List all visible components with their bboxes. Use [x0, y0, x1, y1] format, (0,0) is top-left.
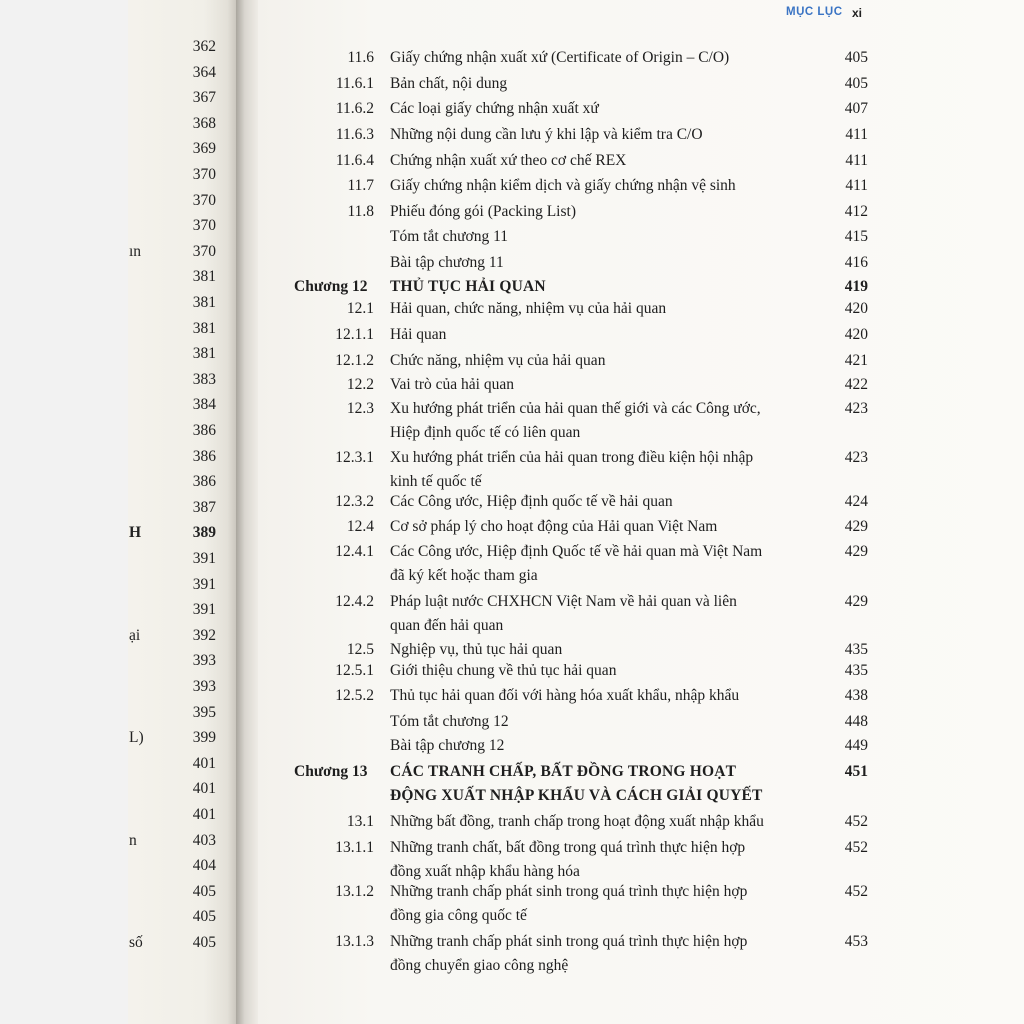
toc-entry-page: 448 [844, 713, 868, 730]
left-page-number: 370 [192, 217, 216, 235]
toc-entry-title-line: Hải quan, chức năng, nhiệm vụ của hải quan [390, 300, 667, 317]
toc-entry-page: 435 [844, 641, 868, 658]
toc-entry-number: 12.5.2 [335, 687, 374, 704]
toc-entry-title-line: Các Công ước, Hiệp định Quốc tế về hải quan mà Việt Nam [390, 543, 763, 560]
left-page-number: 381 [192, 268, 216, 286]
toc-entry-title [390, 72, 507, 96]
toc-entry-title-line: Bản chất, nội dung [390, 75, 508, 92]
toc-entry-title [390, 297, 666, 321]
toc-entry-title [390, 446, 753, 494]
toc-entry-page: 429 [844, 543, 868, 560]
toc-entry-page: 429 [844, 518, 868, 535]
toc-entry-number: 13.1.2 [335, 883, 374, 900]
left-page-number: 391 [192, 601, 216, 619]
toc-entry-number: 12.1.1 [335, 326, 374, 343]
left-page-number: 399 [192, 729, 216, 747]
toc-entry-page: 420 [844, 300, 868, 317]
left-page-number: 384 [192, 396, 216, 414]
toc-entry-title-line: Giấy chứng nhận xuất xứ (Certificate of Origin – C/O) [390, 49, 730, 66]
left-page-text-fragment: n [129, 831, 137, 849]
toc-entry-number: 12.1 [346, 300, 374, 317]
left-page-number: 401 [192, 754, 216, 772]
toc-entry-number: 13.1 [346, 813, 374, 830]
toc-entry-number: 12.3.1 [335, 449, 374, 466]
toc-entry-title [390, 275, 546, 299]
left-page-number: 369 [192, 140, 216, 158]
toc-entry-title [390, 174, 736, 198]
toc-entry-title [390, 490, 673, 514]
toc-entry-number: 11.6.4 [335, 152, 374, 169]
toc-entry-title-line: quan đến hải quan [390, 617, 504, 634]
toc-entry-title-line: Thủ tục hải quan đối với hàng hóa xuất khẩu, nhập khẩu [390, 687, 740, 704]
toc-entry-title [390, 46, 729, 70]
toc-entry-title-line: ĐỘNG XUẤT NHẬP KHẨU VÀ CÁCH GIẢI QUYẾT [390, 787, 763, 804]
toc-entry-title-line: đồng xuất nhập khẩu hàng hóa [390, 863, 580, 880]
toc-entry-page: 452 [844, 883, 868, 900]
toc-entry-title [390, 323, 446, 347]
left-page-number: 381 [192, 294, 216, 311]
toc-entry-title-line: Tóm tắt chương 12 [390, 713, 509, 730]
toc-entry-page: 411 [845, 126, 868, 143]
left-page-number: 383 [192, 370, 216, 388]
toc-entry-title [390, 590, 737, 638]
toc-entry-title-line: Cơ sở pháp lý cho hoạt động của Hải quan Việt Nam [390, 518, 718, 535]
toc-entry-title-line: Những tranh chất, bất đồng trong quá trình thực hiện hợp [390, 839, 746, 856]
toc-entry-page: 420 [844, 326, 868, 343]
toc-entry-title-line: Phiếu đóng gói (Packing List) [390, 203, 576, 220]
running-header-page-number: xi [852, 6, 863, 20]
toc-entry-number: 12.2 [346, 376, 374, 393]
toc-entry-title-line: kinh tế quốc tế [390, 473, 482, 490]
toc-entry-title-line: Pháp luật nước CHXHCN Việt Nam về hải quan và liên [390, 593, 737, 610]
left-page-number: 389 [192, 524, 216, 542]
toc-entry-title-line: Giấy chứng nhận kiểm dịch và giấy chứng nhận vệ sinh [390, 177, 736, 194]
toc-entry-page: 452 [844, 813, 868, 830]
left-page-number: 381 [192, 345, 216, 363]
toc-entry-number: 12.5 [346, 641, 374, 658]
toc-entry-number: 12.4 [346, 518, 374, 535]
toc-entry-page: 423 [844, 400, 868, 417]
running-header-title: MỤC LỤC [786, 6, 843, 18]
toc-entry-page: 411 [845, 152, 868, 169]
toc-entry-title-line: Tóm tắt chương 11 [390, 228, 509, 245]
left-page-text-fragment: H [129, 524, 142, 542]
left-page-number: 405 [192, 882, 216, 900]
toc-entry-number: 11.6.3 [335, 126, 374, 143]
toc-entry-title-line: Các Công ước, Hiệp định quốc tế về hải quan [390, 493, 673, 510]
left-page-text-fragment: ại [129, 626, 141, 644]
toc-entry-page: 449 [844, 737, 868, 754]
toc-entry-title-line: Xu hướng phát triển của hải quan thế giới và các Công ước, [390, 400, 761, 417]
left-page-number: 392 [192, 626, 216, 644]
toc-entry-number: 13.1.3 [335, 933, 374, 950]
toc-entry-title-line: đồng gia công quốc tế [390, 907, 527, 924]
left-page-number: 393 [192, 652, 216, 670]
left-page-number: 391 [192, 550, 216, 567]
left-page-number: 364 [192, 63, 216, 81]
toc-entry-title-line: Bài tập chương 12 [390, 737, 505, 754]
left-page-number: 405 [192, 908, 216, 926]
toc-entry-title [390, 97, 599, 121]
toc-entry-page: 452 [844, 839, 868, 856]
toc-entry-page: 435 [844, 662, 868, 679]
toc-entry-title-line: Những nội dung cần lưu ý khi lập và kiểm tra C/O [390, 126, 703, 143]
toc-entry-title [390, 880, 747, 928]
toc-entry-number: Chương 13 [294, 763, 368, 780]
left-page-number: 367 [192, 89, 216, 107]
toc-entry-page: 405 [844, 75, 868, 92]
left-page-number: 368 [192, 114, 216, 132]
toc-entry-title-line: Những tranh chấp phát sinh trong quá trình thực hiện hợp [390, 933, 748, 950]
left-page-number: 386 [192, 473, 216, 491]
left-page-number: 405 [192, 934, 216, 951]
toc-entry-page: 429 [844, 593, 868, 610]
toc-entry-title [390, 149, 626, 173]
left-page-text-fragment: L) [129, 729, 144, 747]
toc-entry-page: 438 [844, 687, 868, 704]
left-page-text-fragment: số [129, 934, 143, 951]
left-page-number: 386 [192, 422, 216, 439]
left-page-number: 370 [192, 242, 216, 260]
toc-entry-title [390, 836, 745, 884]
toc-entry-number: 12.1.2 [335, 352, 374, 369]
toc-entry-title-line: Nghiệp vụ, thủ tục hải quan [390, 641, 563, 658]
toc-entry-title-line: Các loại giấy chứng nhận xuất xứ [390, 100, 599, 117]
left-page-number: 386 [192, 447, 216, 465]
toc-entry-title [390, 123, 703, 147]
toc-entry-title-line: đã ký kết hoặc tham gia [390, 567, 538, 584]
toc-entry-title-line: Hải quan [390, 326, 447, 343]
background-strip [0, 0, 128, 1024]
toc-entry-number: 12.4.1 [335, 543, 374, 560]
toc-entry-title [390, 349, 605, 373]
toc-entry-title [390, 225, 508, 249]
toc-entry-number: Chương 12 [294, 278, 368, 295]
left-page-text-fragment: ın [129, 242, 142, 260]
toc-entry-title [390, 540, 762, 588]
toc-entry-title [390, 930, 747, 978]
toc-entry-title-line: đồng chuyển giao công nghệ [390, 957, 569, 974]
toc-entry-number: 12.4.2 [335, 593, 374, 610]
left-page-number: 362 [192, 38, 216, 55]
toc-entry-number: 11.7 [347, 177, 374, 194]
toc-entry-number: 11.6.2 [335, 100, 374, 117]
left-page-number: 387 [192, 498, 216, 516]
toc-entry-page: 424 [844, 493, 868, 510]
toc-entry-title [390, 710, 509, 734]
toc-entry-number: 12.3.2 [335, 493, 374, 510]
toc-entry-page: 422 [844, 376, 868, 393]
toc-entry-page: 415 [844, 228, 868, 245]
toc-entry-number: 12.3 [346, 400, 374, 417]
toc-entry-title-line: Chứng nhận xuất xứ theo cơ chế REX [390, 152, 627, 169]
toc-entry-title-line: Những tranh chấp phát sinh trong quá trình thực hiện hợp [390, 883, 748, 900]
left-page-number: 370 [192, 166, 216, 183]
toc-entry-page: 412 [844, 203, 868, 220]
left-page-number: 370 [192, 191, 216, 209]
left-page-number: 401 [192, 780, 216, 798]
left-page-number: 404 [192, 857, 216, 875]
toc-entry-title [390, 200, 576, 224]
toc-entry-title-line: Vai trò của hải quan [390, 376, 514, 393]
toc-entry-title [390, 373, 514, 397]
toc-entry-title-line: Bài tập chương 11 [390, 254, 504, 271]
left-page-number: 381 [192, 319, 216, 337]
toc-entry-page: 423 [844, 449, 868, 466]
toc-entry-title [390, 684, 739, 708]
toc-entry-page: 407 [844, 100, 868, 117]
toc-entry-number: 13.1.1 [335, 839, 374, 856]
toc-entry-number: 11.8 [347, 203, 374, 220]
toc-entry-title [390, 515, 717, 539]
toc-entry-title [390, 659, 616, 683]
toc-entry-title-line: THỦ TỤC HẢI QUAN [390, 278, 546, 295]
toc-entry-title [390, 397, 761, 445]
toc-entry-number: 11.6.1 [335, 75, 374, 92]
left-page-number: 393 [192, 678, 216, 695]
toc-entry-title-line: Chức năng, nhiệm vụ của hải quan [390, 352, 606, 369]
toc-entry-page: 421 [844, 352, 868, 369]
left-page-number: 403 [192, 831, 216, 849]
toc-entry-title-line: Những bất đồng, tranh chấp trong hoạt động xuất nhập khẩu [390, 813, 764, 830]
left-page-number: 401 [192, 806, 216, 823]
toc-entry-page: 453 [844, 933, 868, 950]
toc-entry-page: 405 [844, 49, 868, 66]
toc-entry-title [390, 251, 504, 275]
toc-entry-page: 419 [844, 278, 868, 295]
toc-entry-title [390, 734, 504, 758]
toc-entry-page: 416 [844, 254, 868, 271]
toc-entry-title-line: Giới thiệu chung về thủ tục hải quan [390, 662, 617, 679]
toc-entry-title [390, 760, 763, 808]
toc-entry-title [390, 810, 764, 834]
left-page-number: 395 [192, 703, 216, 721]
toc-entry-title-line: Hiệp định quốc tế có liên quan [390, 424, 581, 441]
toc-entry-title-line: Xu hướng phát triển của hải quan trong điều kiện hội nhập [390, 449, 754, 466]
left-page-number: 391 [192, 575, 216, 593]
book-gutter [236, 0, 258, 1024]
toc-entry-number: 11.6 [347, 49, 374, 66]
toc-entry-number: 12.5.1 [335, 662, 374, 679]
toc-entry-page: 411 [845, 177, 868, 194]
toc-entry-title-line: CÁC TRANH CHẤP, BẤT ĐỒNG TRONG HOẠT [390, 763, 737, 780]
toc-entry-page: 451 [844, 763, 868, 780]
